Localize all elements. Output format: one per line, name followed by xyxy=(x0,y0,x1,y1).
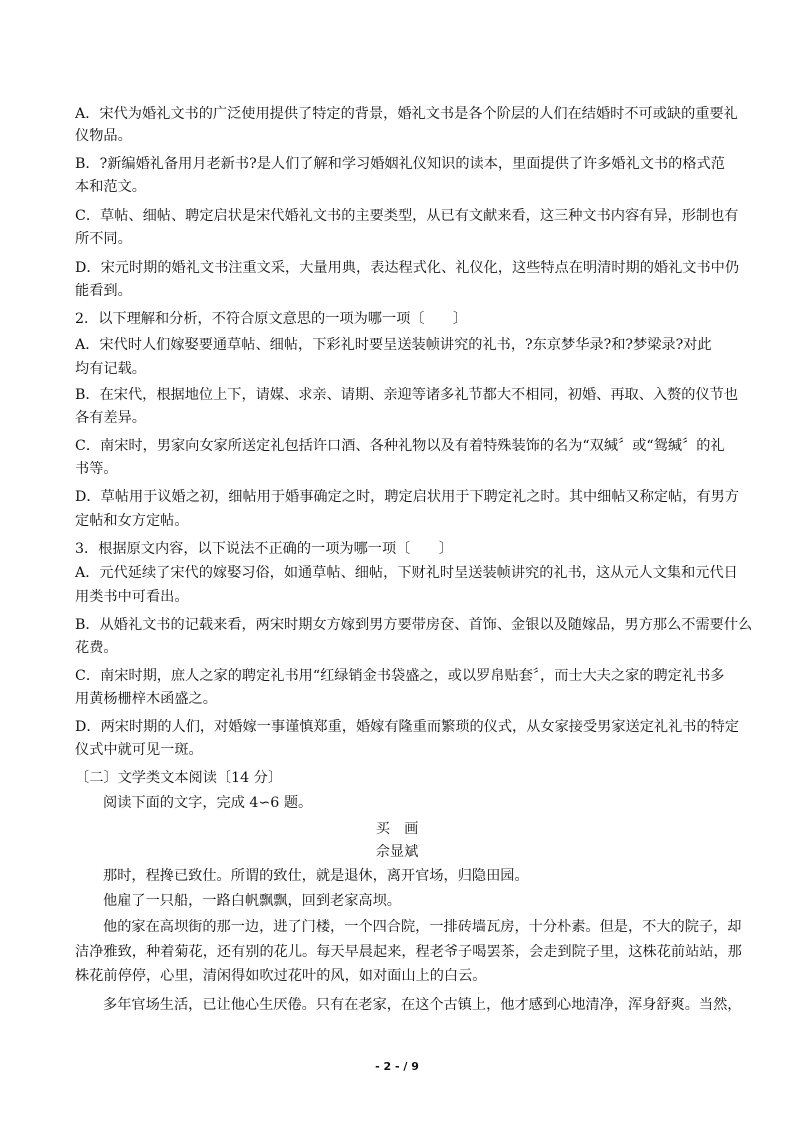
text-line: A．宋代为婚礼文书的广泛使用提供了特定的背景，婚礼文书是各个阶层的人们在结婚时不可或缺的重要礼 xyxy=(75,106,738,122)
text-line: 〔二〕文学类文本阅读〔14 分〕 xyxy=(75,770,283,786)
text-line: 定帖和女方定帖。 xyxy=(75,513,189,529)
text-line: 2．以下理解和分析，不符合原文意思的一项为哪一项〔 〕 xyxy=(75,311,468,327)
text-line: 能看到。 xyxy=(75,283,132,299)
text-line: C．南宋时，男家向女家所送定礼包括许口酒、各种礼物以及有着特殊装饰的名为“双缄〞或“鸳缄〞的礼 xyxy=(75,438,725,454)
article-heading: 佘显斌 xyxy=(375,844,419,860)
text-line: D．宋元时期的婚礼文书注重文采，大量用典，表达程式化、礼仪化，这些特点在明清时期的婚礼文书中仍 xyxy=(75,260,740,276)
text-line: 所不同。 xyxy=(75,231,132,247)
text-line: D．草帖用于议婚之初，细帖用于婚事确定之时，聘定启状用于下聘定礼之时。其中细帖又称定帖，有男方 xyxy=(75,489,740,505)
text-line: 仪式中就可见一斑。 xyxy=(75,742,203,758)
page-number: - 2 - / 9 xyxy=(375,1060,419,1073)
text-line: 他雇了一只船，一路白帆飘飘，回到老家高坝。 xyxy=(103,893,401,909)
text-line: 均有记载。 xyxy=(75,361,146,377)
text-line: 3．根据原文内容，以下说法不正确的一项为哪一项〔 〕 xyxy=(75,541,453,557)
text-line: 他的家在高坝街的那一边，进了门楼，一个四合院，一排砖墙瓦房，十分朴素。但是，不大的院子，却 xyxy=(103,919,742,935)
text-line: B．在宋代，根据地位上下，请媒、求亲、请期、亲迎等诸多礼节都大不相同，初婚、再取、入赘的仪节也 xyxy=(75,387,739,403)
text-line: 用类书中可看出。 xyxy=(75,589,189,605)
text-line: D．两宋时期的人们，对婚嫁一事谨慎郑重，婚嫁有隆重而繁琐的仪式，从女家接受男家送定礼礼书的特定 xyxy=(75,719,740,735)
text-line: 各有差异。 xyxy=(75,410,146,426)
text-line: 花费。 xyxy=(75,640,118,656)
article-heading: 买 画 xyxy=(375,821,419,837)
text-line: 洁净雅致，种着菊花，还有别的花儿。每天早晨起来，程老爷子喝罢茶，会走到院子里，这株花前站站，那 xyxy=(75,944,742,960)
text-line: A．宋代时人们嫁娶要通草帖、细帖，下彩礼时要呈送装帧讲究的礼书，?东京梦华录?和?梦梁录?对此 xyxy=(75,337,712,353)
text-line: 书等。 xyxy=(75,461,118,477)
text-line: 株花前停停，心里，清闲得如吹过花叶的风，如对面山上的白云。 xyxy=(75,968,487,984)
text-line: C．南宋时期，庶人之家的聘定礼书用“红绿销金书袋盛之，或以罗帛贴套〞，而士大夫之家的聘定礼书多 xyxy=(75,668,725,684)
text-line: 用黄杨栅梓木函盛之。 xyxy=(75,691,217,707)
text-line: 那时，程搀已致仕。所谓的致仕，就是退休，离开官场，归隐田园。 xyxy=(103,868,529,884)
text-line: A．元代延续了宋代的嫁娶习俗，如通草帖、细帖，下财礼时呈送装帧讲究的礼书，这从元人文集和元代日 xyxy=(75,565,738,581)
text-line: 仪物品。 xyxy=(75,128,132,144)
text-line: 本和范文。 xyxy=(75,179,146,195)
text-line: 多年官场生活，已让他心生厌倦。只有在老家，在这个古镇上，他才感到心地清净，浑身舒爽。当然， xyxy=(103,997,742,1013)
text-line: C．草帖、细帖、聘定启状是宋代婚礼文书的主要类型，从已有文献来看，这三种文书内容有异，形制也有 xyxy=(75,208,739,224)
text-line: 阅读下面的文字，完成 4∽6 题。 xyxy=(103,795,313,811)
text-line: B．?新编婚礼备用月老新书?是人们了解和学习婚姻礼仪知识的读本，里面提供了许多婚礼文书的格式范 xyxy=(75,156,725,172)
text-line: B．从婚礼文书的记载来看，两宋时期女方嫁到男方要带房奁、首饰、金银以及随嫁品，男方那么不需要什么 xyxy=(75,617,753,633)
